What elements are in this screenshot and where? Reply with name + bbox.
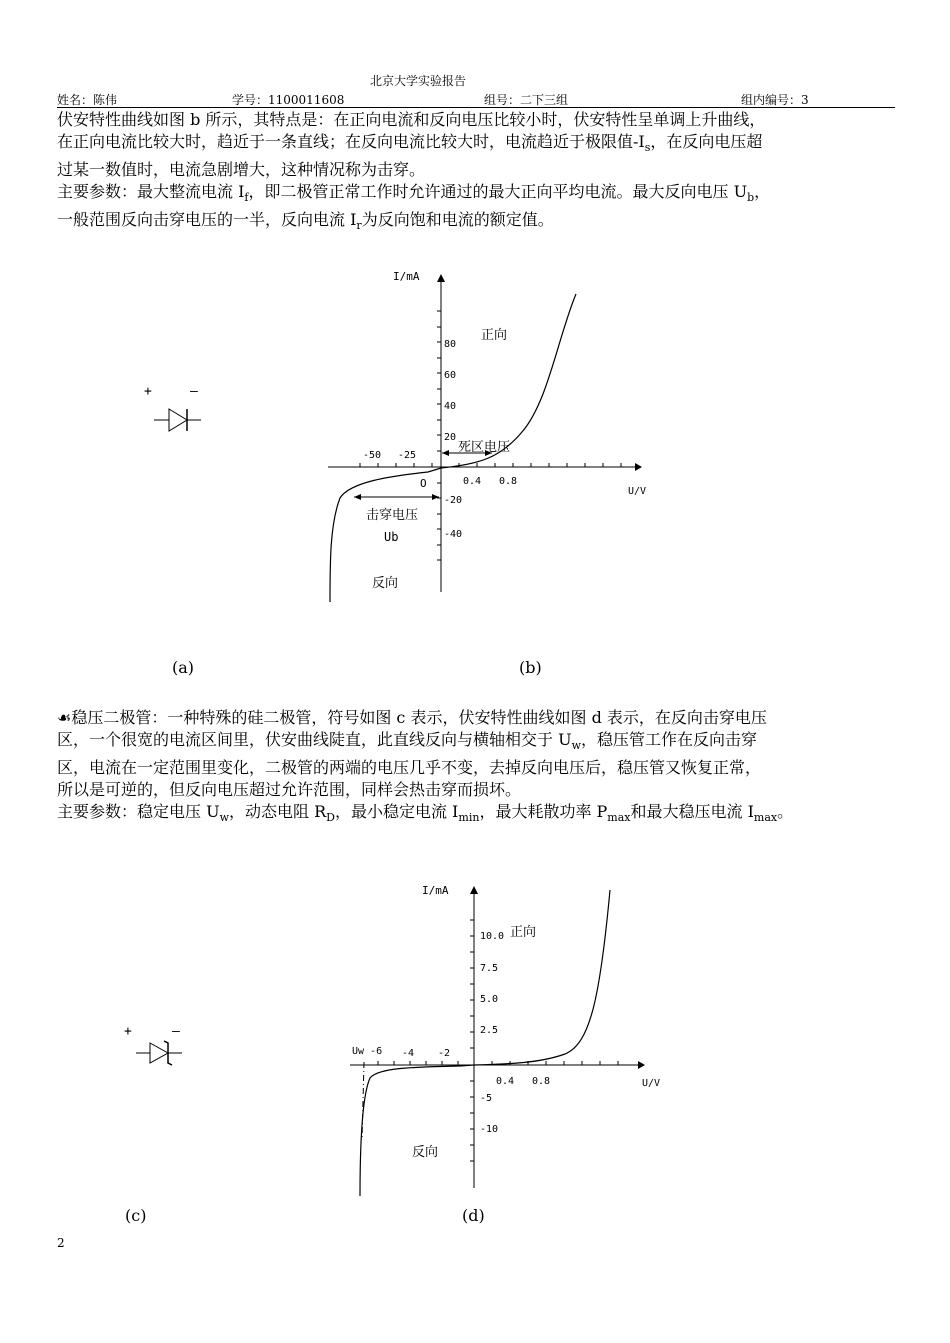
caption-c: (c) — [125, 1206, 147, 1225]
forward-label: 正向 — [510, 925, 537, 940]
group-number: 组内编号：3 — [741, 93, 809, 107]
y-tick-label: -5 — [480, 1093, 493, 1104]
reverse-label: 反向 — [372, 576, 399, 591]
student-id: 学号：1100011608 — [232, 93, 345, 107]
paragraph-zener-diode — [57, 707, 895, 829]
caption-a: (a) — [172, 658, 195, 677]
text-line: 一般范围反向击穿电压的一半，反向电流 $I_r$为反向饱和电流的额定值。 — [57, 210, 554, 232]
diode-triangle — [150, 1043, 168, 1063]
x-tick-label: 0.4 — [496, 1076, 515, 1087]
x-tick-label: 0.8 — [499, 476, 518, 487]
caption-b: (b) — [519, 658, 542, 677]
y-axis-label: I/mA — [393, 270, 420, 283]
diode-iv-chart — [300, 262, 680, 612]
page-number: 2 — [57, 1236, 65, 1250]
bullet-icon: ☙ — [57, 708, 72, 727]
y-axis-arrow — [437, 274, 445, 282]
header-rule — [57, 107, 895, 108]
x-axis-arrow — [638, 1061, 645, 1069]
zener-iv-chart — [340, 878, 670, 1200]
text-line: 主要参数：稳定电压 $U_w$，动态电阻 $R_D$，最小稳定电流 $I_{min}$，最大耗散功率 $P_{max}$和最大稳压电流 $I_{max}$。 — [57, 802, 794, 824]
text-line: 伏安特性曲线如图 b 所示，其特点是：在正向电流和反向电压比较小时，伏安特性呈单调上升曲线， — [57, 110, 766, 129]
plus-sign: + — [144, 384, 152, 399]
minus-sign: – — [172, 1024, 180, 1039]
diode-triangle — [169, 409, 187, 431]
y-tick-label: -20 — [444, 495, 463, 506]
x-minor-ticks — [360, 463, 621, 467]
y-tick-label: 7.5 — [480, 963, 499, 974]
text-line: 在正向电流比较大时，趋近于一条直线；在反向电流比较大时，电流趋近于极限值$-I_s$，在反向电压超 — [57, 132, 763, 154]
x-tick-label: 0.4 — [463, 476, 482, 487]
diode-symbol-a — [140, 378, 220, 438]
y-tick-label: 5.0 — [480, 994, 499, 1005]
y-minor-ticks — [470, 920, 474, 1161]
paragraph-diode-characteristics — [57, 109, 895, 237]
report-title: 北京大学实验报告 — [370, 74, 467, 88]
text-line: 过某一数值时，电流急剧增大，这种情况称为击穿。 — [57, 160, 426, 179]
y-tick-label: 10.0 — [480, 931, 505, 942]
forward-label: 正向 — [481, 328, 508, 343]
student-name: 姓名：陈伟 — [57, 93, 118, 107]
group-label: 组号：二下三组 — [484, 93, 569, 107]
y-minor-ticks — [437, 311, 441, 560]
y-axis-arrow — [470, 886, 478, 894]
x-tick-label: -25 — [398, 450, 417, 461]
y-tick-label: -40 — [444, 529, 463, 540]
arrowhead — [354, 494, 361, 500]
x-tick-label: Uw -6 — [352, 1046, 383, 1057]
text-line: 区，一个很宽的电流区间里，伏安曲线陡直，此直线反向与横轴相交于 $U_w$，稳压管工作在反向击穿 — [57, 730, 758, 752]
plus-sign: + — [124, 1024, 132, 1039]
y-tick-label: 40 — [444, 401, 457, 412]
x-tick-label: -4 — [402, 1048, 415, 1059]
zener-symbol-c — [120, 1018, 200, 1078]
x-axis-arrow — [635, 463, 642, 471]
x-tick-label: -50 — [363, 450, 382, 461]
x-axis-label: U/V — [628, 486, 647, 497]
y-tick-label: 20 — [444, 432, 457, 443]
text-line: 主要参数：最大整流电流 $I_f$，即二极管正常工作时允许通过的最大正向平均电流。最大反向电压 $U_b$， — [57, 182, 771, 204]
y-axis-label: I/mA — [422, 884, 449, 897]
arrowhead — [442, 450, 449, 456]
x-tick-label: -2 — [438, 1048, 451, 1059]
arrowhead — [432, 494, 439, 500]
text-line: ☙稳压二极管：一种特殊的硅二极管，符号如图 c 表示，伏安特性曲线如图 d 表示，在反向击穿电压 — [57, 708, 767, 727]
text-line: 区，电流在一定范围里变化，二极管的两端的电压几乎不变，去掉反向电压后，稳压管又恢复正常， — [57, 758, 762, 777]
y-tick-label: 80 — [444, 339, 457, 350]
minus-sign: – — [190, 384, 198, 399]
text-line: 所以是可逆的，但反向电压超过允许范围，同样会热击穿而损坏。 — [57, 780, 522, 799]
y-tick-label: 2.5 — [480, 1025, 499, 1036]
y-tick-label: 60 — [444, 370, 457, 381]
x-axis-label: U/V — [642, 1078, 661, 1089]
ub-label: Ub — [384, 530, 399, 544]
caption-d: (d) — [462, 1206, 485, 1225]
dead-zone-label: 死区电压 — [458, 440, 511, 455]
x-tick-label: 0.8 — [532, 1076, 551, 1087]
origin-label: O — [420, 477, 427, 490]
reverse-label: 反向 — [412, 1145, 439, 1160]
y-tick-label: -10 — [480, 1124, 499, 1135]
breakdown-label: 击穿电压 — [366, 508, 419, 523]
